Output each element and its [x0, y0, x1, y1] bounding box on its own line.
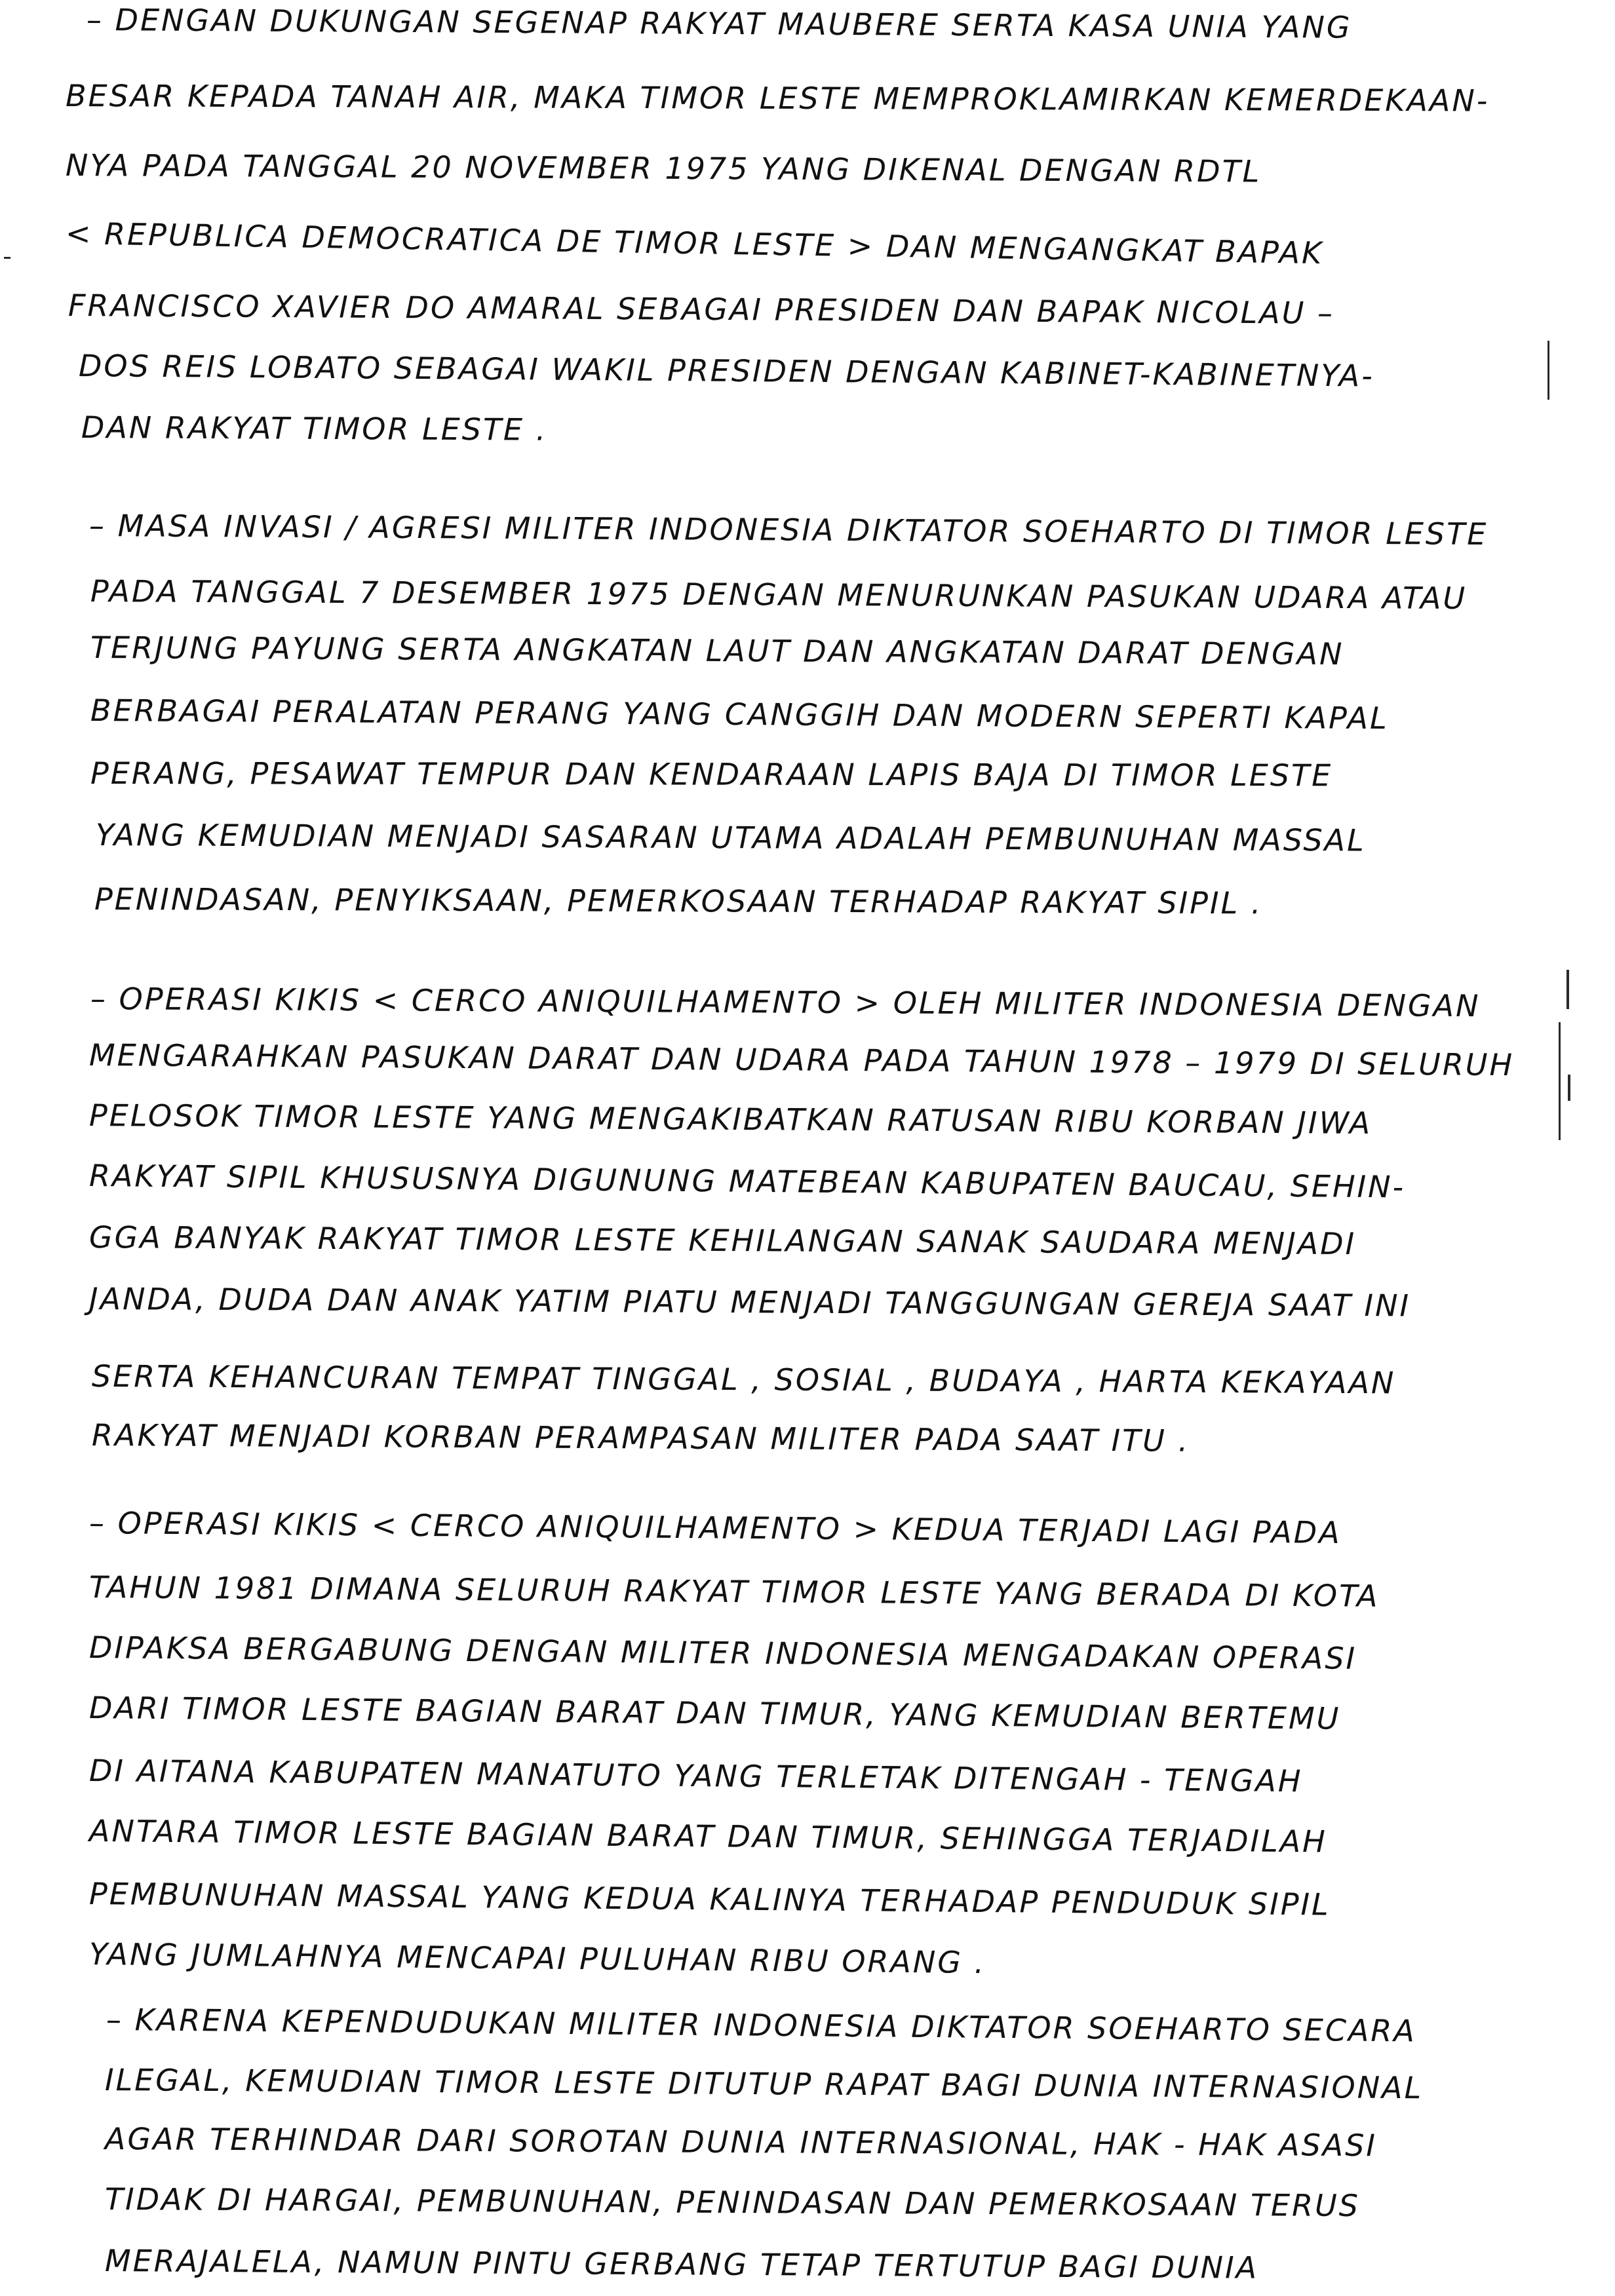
paragraph-3-line-2: MENGARAHKAN PASUKAN DARAT DAN UDARA PADA TAHUN 1978 – 1979 DI SELURUH [88, 1037, 1515, 1083]
paragraph-5-line-4: TIDAK DI HARGAI, PEMBUNUHAN, PENINDASAN DAN PEMERKOSAAN TERUS [104, 2181, 1361, 2224]
paragraph-5-line-1: – KARENA KEPENDUDUKAN MILITER INDONESIA DIKTATOR SOEHARTO SECARA [106, 2002, 1417, 2049]
paragraph-1-line-3: NYA PADA TANGGAL 20 NOVEMBER 1975 YANG DIKENAL DENGAN RDTL [65, 147, 1262, 189]
paragraph-3-line-8: RAKYAT MENJADI KORBAN PERAMPASAN MILITER PADA SAAT ITU . [91, 1417, 1190, 1459]
paragraph-3-line-7: SERTA KEHANCURAN TEMPAT TINGGAL , SOSIAL , BUDAYA , HARTA KEKAYAAN [91, 1358, 1396, 1401]
paragraph-3-line-4: RAKYAT SIPIL KHUSUSNYA DIGUNUNG MATEBEAN KABUPATEN BAUCAU, SEHIN- [88, 1158, 1406, 1205]
paragraph-3-line-1: – OPERASI KIKIS < CERCO ANIQUILHAMENTO > OLEH MILITER INDONESIA DENGAN [90, 981, 1481, 1024]
paragraph-3-line-5: GGA BANYAK RAKYAT TIMOR LESTE KEHILANGAN SANAK SAUDARA MENJADI [88, 1219, 1357, 1262]
paragraph-4-line-7: PEMBUNUHAN MASSAL YANG KEDUA KALINYA TERHADAP PENDUDUK SIPIL [88, 1876, 1331, 1923]
paragraph-1-line-1: – DENGAN DUKUNGAN SEGENAP RAKYAT MAUBERE SERTA KASA UNIA YANG [86, 2, 1352, 45]
paragraph-3-line-3: PELOSOK TIMOR LESTE YANG MENGAKIBATKAN RATUSAN RIBU KORBAN JIWA [88, 1098, 1372, 1141]
scan-artifact [4, 257, 10, 259]
paragraph-2-line-3: TERJUNG PAYUNG SERTA ANGKATAN LAUT DAN ANGKATAN DARAT DENGAN [90, 630, 1344, 672]
scan-artifact [1559, 1022, 1561, 1140]
paragraph-1-line-2: BESAR KEPADA TANAH AIR, MAKA TIMOR LESTE MEMPROKLAMIRKAN KEMERDEKAAN- [65, 78, 1490, 119]
scan-artifact [1566, 970, 1569, 1009]
paragraph-2-line-7: PENINDASAN, PENYIKSAAN, PEMERKOSAAN TERHADAP RAKYAT SIPIL . [94, 881, 1263, 921]
paragraph-4-line-2: TAHUN 1981 DIMANA SELURUH RAKYAT TIMOR LESTE YANG BERADA DI KOTA [88, 1569, 1380, 1614]
paragraph-5-line-5: MERAJALELA, NAMUN PINTU GERBANG TETAP TERTUTUP BAGI DUNIA [104, 2243, 1259, 2286]
paragraph-1-line-5: FRANCISCO XAVIER DO AMARAL SEBAGAI PRESIDEN DAN BAPAK NICOLAU – [68, 288, 1335, 331]
paragraph-2-line-2: PADA TANGGAL 7 DESEMBER 1975 DENGAN MENURUNKAN PASUKAN UDARA ATAU [90, 573, 1468, 616]
paragraph-2-line-4: BERBAGAI PERALATAN PERANG YANG CANGGIH DAN MODERN SEPERTI KAPAL [90, 693, 1389, 737]
paragraph-4-line-4: DARI TIMOR LESTE BAGIAN BARAT DAN TIMUR, YANG KEMUDIAN BERTEMU [88, 1690, 1341, 1736]
paragraph-4-line-6: ANTARA TIMOR LESTE BAGIAN BARAT DAN TIMUR, SEHINGGA TERJADILAH [88, 1813, 1328, 1860]
paragraph-3-line-6: JANDA, DUDA DAN ANAK YATIM PIATU MENJADI TANGGUNGAN GEREJA SAAT INI [88, 1281, 1411, 1324]
paragraph-1-line-6: DOS REIS LOBATO SEBAGAI WAKIL PRESIDEN DENGAN KABINET-KABINETNYA- [78, 348, 1375, 394]
paragraph-4-line-8: YANG JUMLAHNYA MENCAPAI PULUHAN RIBU ORANG . [88, 1936, 986, 1981]
paragraph-5-line-2: ILEGAL, KEMUDIAN TIMOR LESTE DITUTUP RAPAT BAGI DUNIA INTERNASIONAL [104, 2062, 1424, 2106]
paragraph-4-line-1: – OPERASI KIKIS < CERCO ANIQUILHAMENTO > KEDUA TERJADI LAGI PADA [88, 1505, 1342, 1551]
scan-artifact [1547, 341, 1549, 400]
paragraph-4-line-5: DI AITANA KABUPATEN MANATUTO YANG TERLETAK DITENGAH - TENGAH [88, 1753, 1303, 1799]
paragraph-1-line-4: < REPUBLICA DEMOCRATICA DE TIMOR LESTE > DAN MENGANGKAT BAPAK [65, 216, 1324, 271]
scan-artifact [1568, 1075, 1570, 1101]
paragraph-2-line-1: – MASA INVASI / AGRESI MILITER INDONESIA DIKTATOR SOEHARTO DI TIMOR LESTE [88, 508, 1489, 552]
paragraph-5-line-3: AGAR TERHINDAR DARI SOROTAN DUNIA INTERNASIONAL, HAK - HAK ASASI [104, 2121, 1378, 2164]
paragraph-2-line-6: YANG KEMUDIAN MENJADI SASARAN UTAMA ADALAH PEMBUNUHAN MASSAL [95, 817, 1366, 858]
paragraph-1-line-7: DAN RAKYAT TIMOR LESTE . [81, 410, 548, 448]
paragraph-2-line-5: PERANG, PESAWAT TEMPUR DAN KENDARAAN LAPIS BAJA DI TIMOR LESTE [90, 756, 1333, 794]
paragraph-4-line-3: DIPAKSA BERGABUNG DENGAN MILITER INDONESIA MENGADAKAN OPERASI [88, 1630, 1357, 1676]
